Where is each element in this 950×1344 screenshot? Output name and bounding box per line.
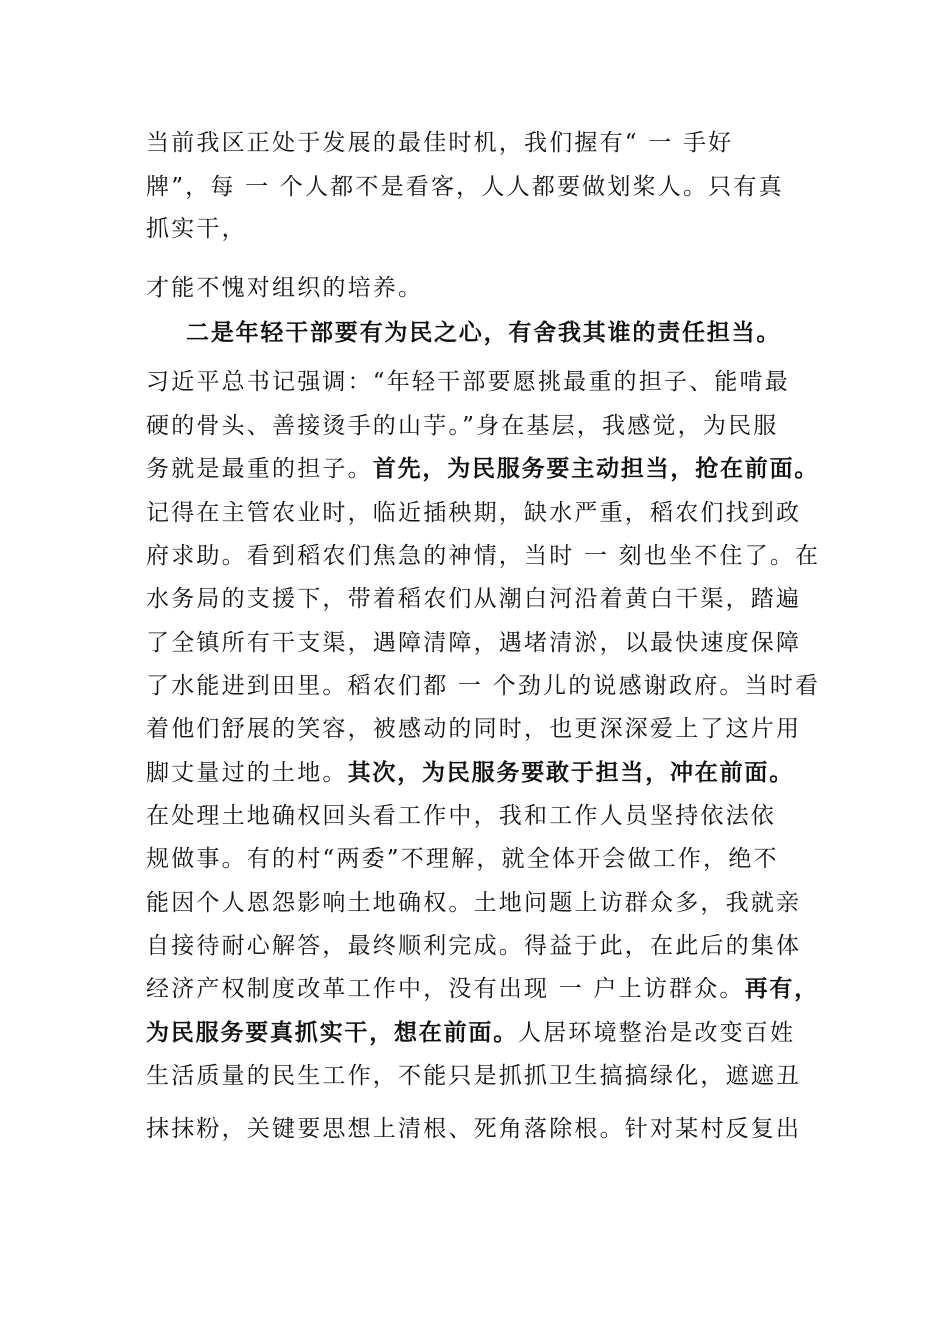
text-segment: 牌”，每 一 个人都不是看客，人人都要做划桨人。只有真 [146, 174, 784, 200]
text-segment: 硬的骨头、善接烫手的山芋。”身在基层，我感觉，为民服 [146, 413, 779, 439]
text-segment: 当前我区正处于发展的最佳时机，我们握有“ 一 手好 [146, 130, 734, 156]
bold-heading: 二是年轻干部要有为民之心，有舍我其谁的责任担当。 [186, 319, 782, 346]
text-line [146, 172, 806, 202]
text-line [146, 411, 806, 441]
text-segment: 能因个人恩怨影响土地确权。土地问题上访群众多，我就亲 [146, 890, 802, 916]
text-segment: 在处理土地确权回头看工作中，我和工作人员坚持依法依 [146, 803, 776, 829]
text-segment: 着他们舒展的笑容，被感动的同时，也更深深爱上了这片用 [146, 716, 802, 742]
text-line [146, 628, 806, 658]
text-line [146, 367, 806, 397]
text-line [146, 128, 806, 158]
text-line [146, 888, 806, 918]
text-line [146, 931, 806, 961]
text-segment: 了全镇所有干支渠，遇障清障，遇堵清淤，以最快速度保障 [146, 630, 802, 656]
text-segment: 府求助。看到稻农们焦急的神情，当时 一 刻也坐不住了。在 [146, 543, 821, 569]
text-segment: 经济产权制度改革工作中，没有出现 一 户上访群众。 [146, 976, 745, 1002]
text-segment: 生活质量的民生工作，不能只是抓抓卫生搞搞绿化，遮遮丑 [146, 1063, 802, 1089]
text-segment: 水务局的支援下，带着稻农们从潮白河沿着黄白干渠，踏遍 [146, 586, 802, 612]
text-line [146, 1061, 806, 1091]
bold-segment: 再有， [744, 975, 820, 1002]
text-line [146, 844, 806, 874]
text-segment: 脚丈量过的土地。 [146, 760, 348, 786]
text-line [146, 974, 820, 1004]
text-line [146, 671, 821, 701]
text-line [146, 758, 806, 788]
text-segment: 务就是最重的担子。 [146, 456, 373, 482]
text-line [146, 498, 806, 528]
text-segment: 自接待耐心解答，最终顺利完成。得益于此，在此后的集体 [146, 933, 802, 959]
text-line [146, 273, 806, 303]
text-segment: 记得在主管农业时，临近插秧期，缺水严重，稻农们找到政 [146, 500, 802, 526]
text-line [146, 1018, 806, 1048]
text-segment: 人居环境整治是改变百姓 [518, 1020, 796, 1046]
text-segment: 才能不愧对组织的培养。 [146, 275, 424, 301]
text-line [146, 801, 806, 831]
text-segment: 了水能进到田里。稻农们都 一 个劲儿的说感谢政府。当时看 [146, 673, 821, 699]
text-segment: 习近平总书记强调：“年轻干部要愿挑最重的担子、能啃最 [146, 369, 790, 395]
text-line [146, 584, 806, 614]
text-line [146, 714, 806, 744]
text-line [146, 214, 806, 244]
text-line [146, 541, 821, 571]
bold-segment: 为民服务要真抓实干，想在前面。 [146, 1019, 518, 1046]
text-segment: 规做事。有的村“两委”不理解，就全体开会做工作，绝不 [146, 846, 779, 872]
bold-segment: 其次，为民服务要敢于担当，冲在前面。 [347, 759, 795, 786]
bold-segment: 首先，为民服务要主动担当，抢在前面。 [372, 455, 820, 482]
text-segment: 抹抹粉，关键要思想上清根、死角落除根。针对某村反复出 [146, 1116, 802, 1142]
text-line [146, 454, 820, 484]
text-line [146, 1114, 806, 1144]
text-segment: 抓实干， [146, 216, 247, 242]
section-heading-line [186, 318, 806, 348]
